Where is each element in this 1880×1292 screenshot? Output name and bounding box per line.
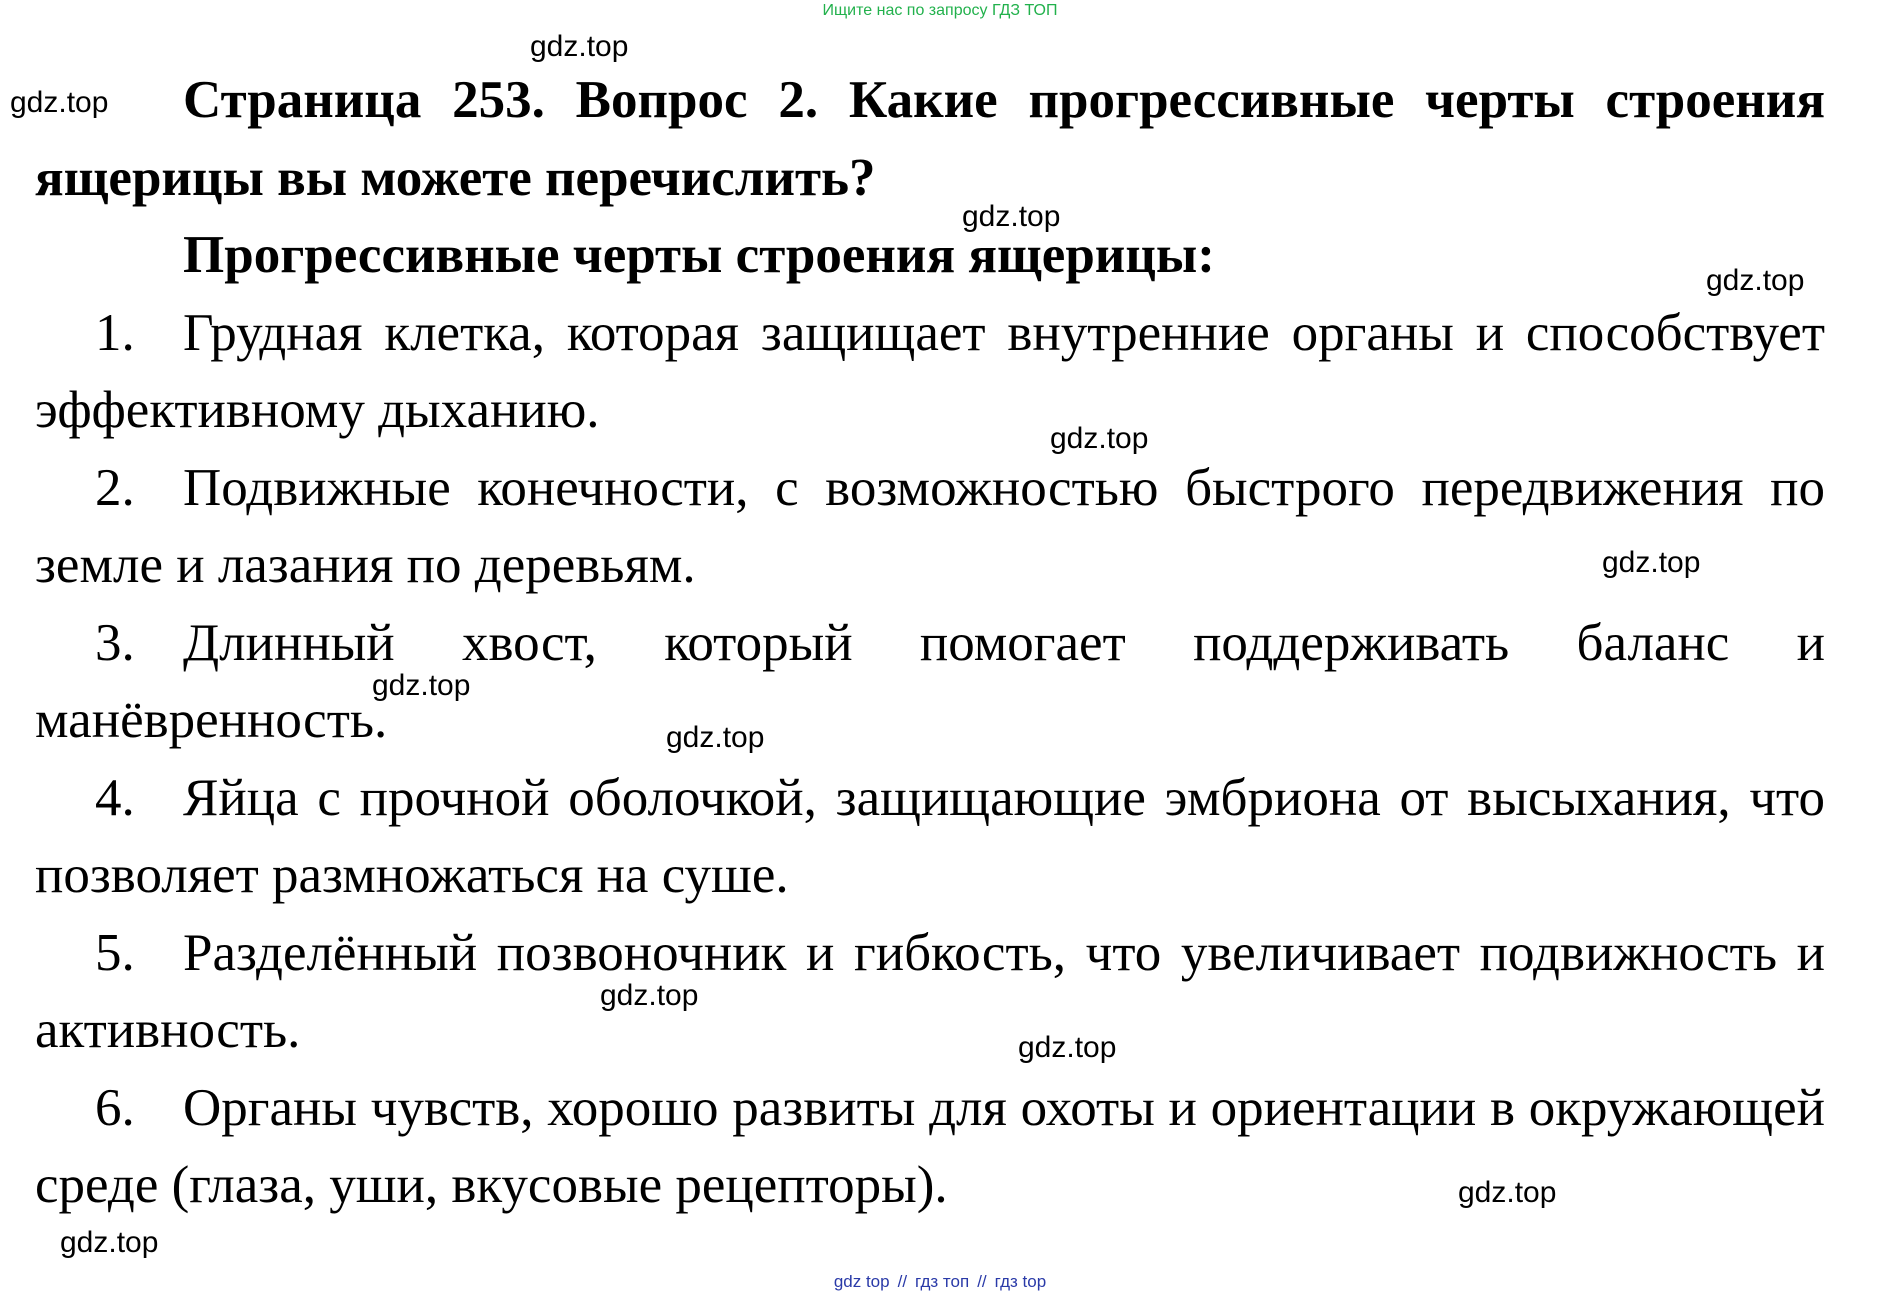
list-item-text: Яйца с прочной оболочкой, защищающие эмбриона от высыхания, что позволяет размножаться на суше. [35,768,1825,904]
watermark: gdz.top [1706,264,1805,297]
watermark: gdz.top [1018,1031,1117,1064]
list-item [35,1070,1825,1225]
bottom-link-2[interactable]: гдз топ [915,1272,970,1291]
bottom-link-3[interactable]: гдз top [994,1272,1047,1291]
list-item-number: 1. [95,303,135,362]
watermark: gdz.top [666,721,765,754]
top-banner: Ищите нас по запросу ГДЗ ТОП [822,2,1058,19]
list-item-number: 5. [95,923,135,982]
list-item-text: Разделённый позвоночник и гибкость, что увеличивает подвижность и активность. [35,923,1825,1059]
list-item [35,605,1825,760]
watermark: gdz.top [1602,546,1701,579]
watermark: gdz.top [600,979,699,1012]
list-item-number: 3. [95,613,135,672]
bottom-separator: // [897,1272,908,1291]
list-item [35,295,1825,450]
list-item [35,450,1825,605]
list-item [35,915,1825,1070]
watermark: gdz.top [60,1226,159,1259]
bottom-banner [0,1272,1880,1292]
list-item-text: Органы чувств, хорошо развиты для охоты и ориентации в окружающей среде (глаза, уши, вкусовые рецепторы). [35,1078,1825,1214]
watermark: gdz.top [1050,422,1149,455]
bottom-separator: // [977,1272,987,1291]
question-heading: Страница 253. Вопрос 2. Какие прогрессивные черты строения ящерицы вы можете перечислить? [35,71,1825,207]
answer-heading: Прогрессивные черты строения ящерицы: [183,226,1215,284]
list-item-text: Длинный хвост, который помогает поддерживать баланс и манёвренность. [35,613,1825,749]
list-item [35,760,1825,915]
watermark: gdz.top [530,30,629,63]
list-item-text: Подвижные конечности, с возможностью быстрого передвижения по земле и лазания по деревьям. [35,458,1825,594]
watermark: gdz.top [1458,1176,1557,1209]
list-item-text: Грудная клетка, которая защищает внутренние органы и способствует эффективному дыханию. [35,303,1825,439]
bottom-link-1[interactable]: gdz top [833,1272,890,1291]
watermark: gdz.top [372,669,471,702]
list-item-number: 4. [95,768,135,827]
watermark: gdz.top [962,200,1061,233]
watermark: gdz.top [10,86,109,119]
list-item-number: 2. [95,458,135,517]
list-item-number: 6. [95,1078,135,1137]
answer-content [35,62,1825,1225]
